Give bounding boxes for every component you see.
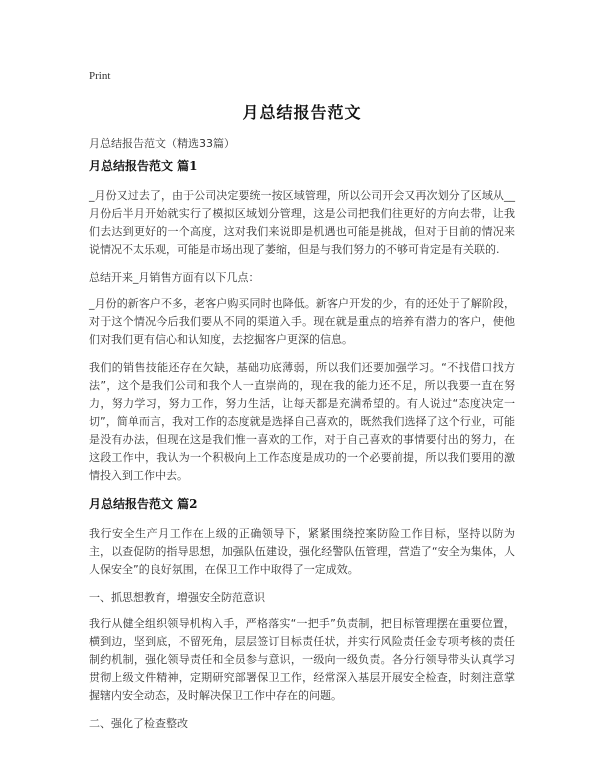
- paragraph: 我们的销售技能还存在欠缺，基础功底薄弱，所以我们还要加强学习。“不找借口找方法”，这个是我们公司和我个人一直崇尚的，现在我的能力还不足，所以我要一直在努力，努力学习，努力工作，努力生活，让每天都是充满希望的。有人说过“态度决定一切”，简单而言，我对工作的态度就是选择自己喜欢的，既然我们选择了这个行业，可能是没有办法，但现在这是我们惟一喜欢的工作，对于自己喜欢的事情要付出的努力，在这段工作中，我认为一个积极向上工作态度是成功的一个必要前提，所以我们要用的激情投入到工作中去。: [89, 361, 515, 482]
- page-subtitle: 月总结报告范文（精选33篇）: [89, 137, 235, 150]
- document-body: [89, 157, 515, 741]
- paragraph: 总结开来_月销售方面有以下几点：: [89, 271, 260, 284]
- paragraph: 我行安全生产月工作在上级的正确领导下，紧紧围绕控案防险工作目标，坚持以防为主，以查促防的指导思想，加强队伍建设，强化经警队伍管理，营造了“安全为集体，人人保安全”的良好氛围，在保卫工作中取得了一定成效。: [89, 527, 515, 576]
- paragraph: 我行从健全组织领导机构入手，严格落实“一把手”负责制，把目标管理摆在重要位置，横到边，坚到底，不留死角，层层签订目标责任状，并实行风险责任金专项考核的责任制约机制，强化领导责任和全员参与意识，一级向一级负责。各分行领导带头认真学习贯彻上级文件精神，定期研究部署保卫工作，经常深入基层开展安全检查，时刻注意掌握辖内安全动态，及时解决保卫工作中存在的问题。: [89, 617, 515, 702]
- paragraph: _月份又过去了，由于公司决定要统一按区域管理，所以公司开会又再次划分了区域从__月份后半月开始就实行了模拟区域划分管理，这是公司把我们往更好的方向去带，让我们去达到更好的一个高度，这对我们来说即是机遇也可能是挑战，但对于目前的情况来说情况不太乐观，可能是市场出现了萎缩，但是与我们努力的不够可肯定是有关联的.: [89, 189, 515, 256]
- page-title: 月总结报告范文: [242, 103, 362, 122]
- subheading: 一、抓思想教育，增强安全防范意识: [89, 591, 265, 604]
- section-heading-1: 月总结报告范文 篇1: [89, 159, 198, 173]
- print-link[interactable]: Print: [89, 70, 111, 82]
- section-heading-2: 月总结报告范文 篇2: [89, 497, 198, 511]
- subheading: 二、强化了检查整改: [89, 717, 188, 730]
- paragraph: _月份的新客户不多，老客户购买同时也降低。新客户开发的少，有的还处于了解阶段，对于这个情况今后我们要从不同的渠道入手。现在就是重点的培养有潜力的客户，使他们对我们更有信心和认知度，去挖掘客户更深的信息。: [89, 297, 515, 346]
